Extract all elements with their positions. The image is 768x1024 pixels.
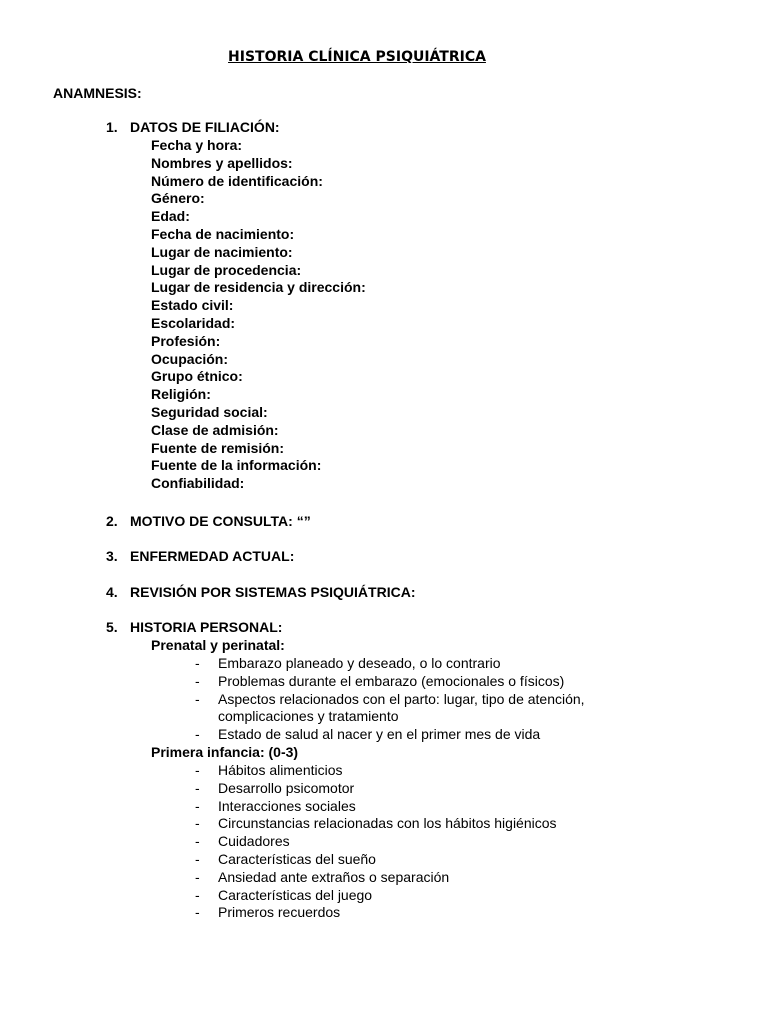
dash-bullet: -: [195, 868, 200, 885]
list-item: - Características del juego: [195, 886, 373, 903]
list-item: - Desarrollo psicomotor: [195, 779, 355, 796]
item-number: 4.: [106, 584, 118, 600]
field-identificacion: Número de identificación:: [151, 172, 323, 189]
dash-bullet: -: [195, 904, 200, 921]
dash-bullet: -: [195, 815, 200, 832]
item-label: REVISIÓN POR SISTEMAS PSIQUIÁTRICA:: [130, 584, 416, 600]
item-historia-personal: [106, 619, 282, 635]
list-item: - Circunstancias relacionadas con los hábitos higiénicos: [195, 815, 557, 832]
infancia-list: [195, 762, 638, 922]
item-label: DATOS DE FILIACIÓN:: [130, 119, 280, 135]
item-revision-sistemas: [106, 584, 415, 600]
field-lugar-nacimiento: Lugar de nacimiento:: [151, 243, 293, 260]
field-fuente-remision: Fuente de remisión:: [151, 439, 285, 456]
item-datos-filiacion: [106, 119, 280, 135]
prenatal-list: [195, 655, 638, 744]
list-item: - Problemas durante el embarazo (emocionales o físicos): [195, 672, 565, 689]
field-fecha-hora: Fecha y hora:: [151, 137, 243, 153]
section-anamnesis: ANAMNESIS:: [53, 85, 142, 101]
item-label: MOTIVO DE CONSULTA: “”: [130, 513, 311, 529]
field-fuente-informacion: Fuente de la información:: [151, 457, 322, 474]
item-enfermedad-actual: [106, 548, 294, 564]
field-lugar-procedencia: Lugar de procedencia:: [151, 261, 302, 278]
field-clase-admision: Clase de admisión:: [151, 421, 279, 438]
list-item: - Cuidadores: [195, 833, 290, 850]
field-seguridad-social: Seguridad social:: [151, 403, 268, 420]
filiacion-field-list: [151, 137, 366, 493]
list-item: - Características del sueño: [195, 850, 376, 867]
dash-bullet: -: [195, 850, 200, 867]
field-ocupacion: Ocupación:: [151, 350, 229, 367]
dash-bullet: -: [195, 672, 200, 689]
field-residencia: Lugar de residencia y dirección:: [151, 279, 366, 296]
field-nombres: Nombres y apellidos:: [151, 154, 293, 171]
dash-bullet: -: [195, 797, 200, 814]
subhead-prenatal: Prenatal y perinatal:: [151, 637, 285, 653]
item-number: 5.: [106, 619, 118, 635]
list-item: - Embarazo planeado y deseado, o lo contrario: [195, 655, 501, 671]
list-item: - Estado de salud al nacer y en el primer mes de vida: [195, 726, 541, 743]
dash-bullet: -: [195, 886, 200, 903]
list-item: - Interacciones sociales: [195, 797, 356, 814]
item-number: 2.: [106, 513, 118, 529]
list-item: - Hábitos alimenticios: [195, 762, 343, 778]
item-label: ENFERMEDAD ACTUAL:: [130, 548, 295, 564]
list-item: - Aspectos relacionados con el parto: lugar, tipo de atención, complicaciones y tratamiento: [195, 690, 585, 725]
list-item: - Ansiedad ante extraños o separación: [195, 868, 450, 885]
field-fecha-nacimiento: Fecha de nacimiento:: [151, 225, 295, 242]
item-motivo-consulta: [106, 513, 311, 529]
field-genero: Género:: [151, 190, 205, 207]
item-number: 3.: [106, 548, 118, 564]
subhead-primera-infancia: Primera infancia: (0-3): [151, 744, 299, 760]
list-item: - Primeros recuerdos: [195, 904, 341, 921]
dash-bullet: -: [195, 833, 200, 850]
field-profesion: Profesión:: [151, 332, 221, 349]
field-estado-civil: Estado civil:: [151, 297, 234, 314]
field-escolaridad: Escolaridad:: [151, 314, 236, 331]
field-confiabilidad: Confiabilidad:: [151, 475, 245, 492]
dash-bullet: -: [195, 726, 200, 743]
dash-bullet: -: [195, 655, 200, 671]
item-number: 1.: [106, 119, 118, 135]
field-grupo-etnico: Grupo étnico:: [151, 368, 243, 385]
document-title: HISTORIA CLÍNICA PSIQUIÁTRICA: [228, 49, 486, 65]
dash-bullet: -: [195, 779, 200, 796]
dash-bullet: -: [195, 690, 200, 707]
item-label: HISTORIA PERSONAL:: [130, 619, 283, 635]
dash-bullet: -: [195, 762, 200, 778]
field-edad: Edad:: [151, 208, 190, 225]
field-religion: Religión:: [151, 386, 211, 403]
